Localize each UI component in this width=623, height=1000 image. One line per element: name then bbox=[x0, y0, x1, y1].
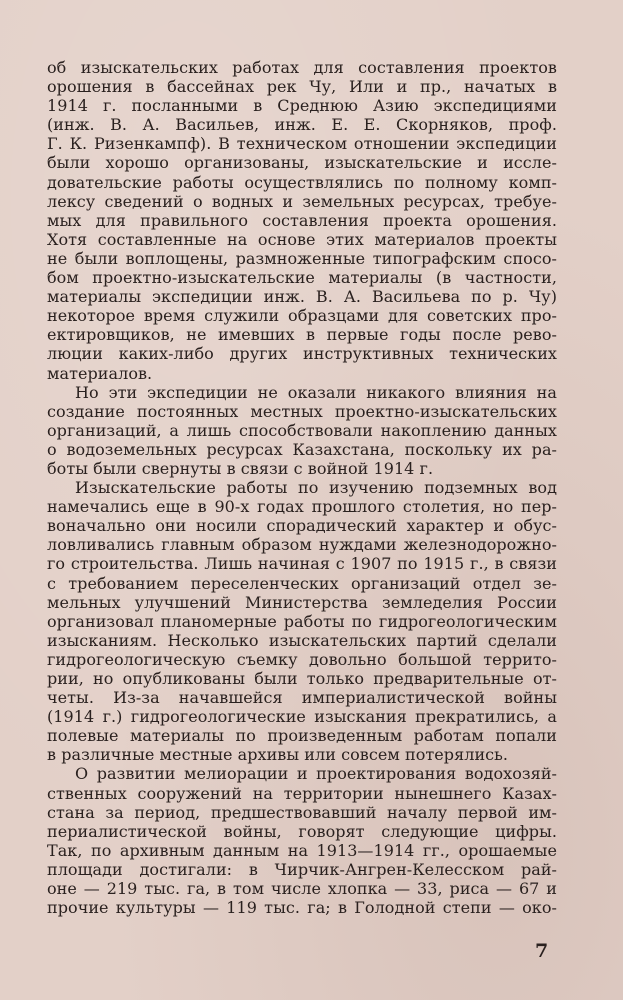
text-line: О развитии мелиорации и проектирования водохозяй- bbox=[75, 764, 557, 784]
text-line: Изыскательские работы по изучению подземных вод bbox=[75, 478, 557, 498]
text-line: довательские работы осуществлялись по полному комп- bbox=[47, 172, 557, 192]
text-line: 1914 г. посланными в Среднюю Азию экспедициями bbox=[47, 96, 557, 116]
text-line: материалов. bbox=[47, 363, 153, 383]
paragraph bbox=[47, 478, 557, 764]
text-line: некоторое время служили образцами для советских про- bbox=[47, 306, 557, 326]
text-line: оне — 219 тыс. га, в том числе хлопка — 33, риса — 67 и bbox=[47, 879, 557, 899]
text-line: (инж. В. А. Васильев, инж. Е. Е. Скорняков, проф. bbox=[47, 115, 557, 135]
text-line: гидрогеологическую съемку довольно большой террито- bbox=[47, 649, 557, 669]
text-line: Хотя составленные на основе этих материалов проекты bbox=[47, 229, 557, 249]
text-line: Г. К. Ризенкампф). В техническом отношении экспедиции bbox=[47, 134, 557, 154]
text-line: периалистической войны, говорят следующие цифры. bbox=[47, 821, 557, 841]
text-line: боты были свернуты в связи с войной 1914 г. bbox=[47, 458, 434, 478]
text-line: ловливались главным образом нуждами железнодорожно- bbox=[47, 535, 557, 555]
body-text bbox=[47, 58, 557, 917]
text-line: орошения в бассейнах рек Чу, Или и пр., начатых в bbox=[47, 77, 557, 97]
text-line: намечались еще в 90-х годах прошлого столетия, но пер- bbox=[47, 497, 557, 517]
text-line: го строительства. Лишь начиная с 1907 по 1915 г., в связи bbox=[47, 554, 557, 574]
text-line: организовал планомерные работы по гидрогеологическим bbox=[47, 611, 557, 631]
text-line: Так, по архивным данным на 1913—1914 гг., орошаемые bbox=[47, 840, 557, 860]
text-line: стана за период, предшествовавший началу первой им- bbox=[47, 802, 557, 822]
text-line: Но эти экспедиции не оказали никакого влияния на bbox=[75, 382, 557, 402]
page-number: 7 bbox=[535, 940, 549, 962]
text-line: материалы экспедиции инж. В. А. Васильева по р. Чу) bbox=[47, 287, 557, 307]
text-line: площади достигали: в Чирчик-Ангрен-Келесском рай- bbox=[47, 859, 557, 879]
paragraph bbox=[47, 764, 557, 917]
text-line: мельных улучшений Министерства земледелия России bbox=[47, 592, 557, 612]
text-line: были хорошо организованы, изыскательские и иссле- bbox=[47, 153, 557, 173]
text-line: прочие культуры — 119 тыс. га; в Голодной степи — око- bbox=[47, 898, 557, 918]
text-line: в различные местные архивы или совсем потерялись. bbox=[47, 745, 509, 765]
text-line: четы. Из-за начавшейся империалистической войны bbox=[47, 688, 557, 708]
text-line: (1914 г.) гидрогеологические изыскания прекратились, а bbox=[47, 707, 557, 727]
paragraph bbox=[47, 58, 557, 383]
text-line: о водоземельных ресурсах Казахстана, поскольку их ра- bbox=[47, 439, 557, 459]
text-line: люции каких-либо других инструктивных технических bbox=[47, 344, 557, 364]
text-line: ектировщиков, не имевших в первые годы после рево- bbox=[47, 325, 557, 345]
text-line: организаций, а лишь способствовали накоплению данных bbox=[47, 420, 557, 440]
text-line: полевые материалы по произведенным работам попали bbox=[47, 726, 557, 746]
text-line: воначально они носили спорадический характер и обус- bbox=[47, 516, 557, 536]
text-line: с требованием переселенческих организаций отдел зе- bbox=[47, 573, 557, 593]
text-line: мых для правильного составления проекта орошения. bbox=[47, 210, 557, 230]
paragraph bbox=[47, 383, 557, 478]
text-line: рии, но опубликованы были только предварительные от- bbox=[47, 669, 557, 688]
text-line: об изыскательских работах для составления проектов bbox=[47, 58, 557, 77]
text-line: лексу сведений о водных и земельных ресурсах, требуе- bbox=[47, 191, 557, 211]
text-line: изысканиям. Несколько изыскательских партий сделали bbox=[47, 630, 557, 650]
text-line: бом проектно-изыскательские материалы (в частности, bbox=[47, 268, 557, 288]
text-line: создание постоянных местных проектно-изыскательских bbox=[47, 401, 557, 421]
text-line: не были воплощены, размноженные типографским спосо- bbox=[47, 248, 557, 268]
text-line: ственных сооружений на территории нынешнего Казах- bbox=[47, 783, 557, 803]
